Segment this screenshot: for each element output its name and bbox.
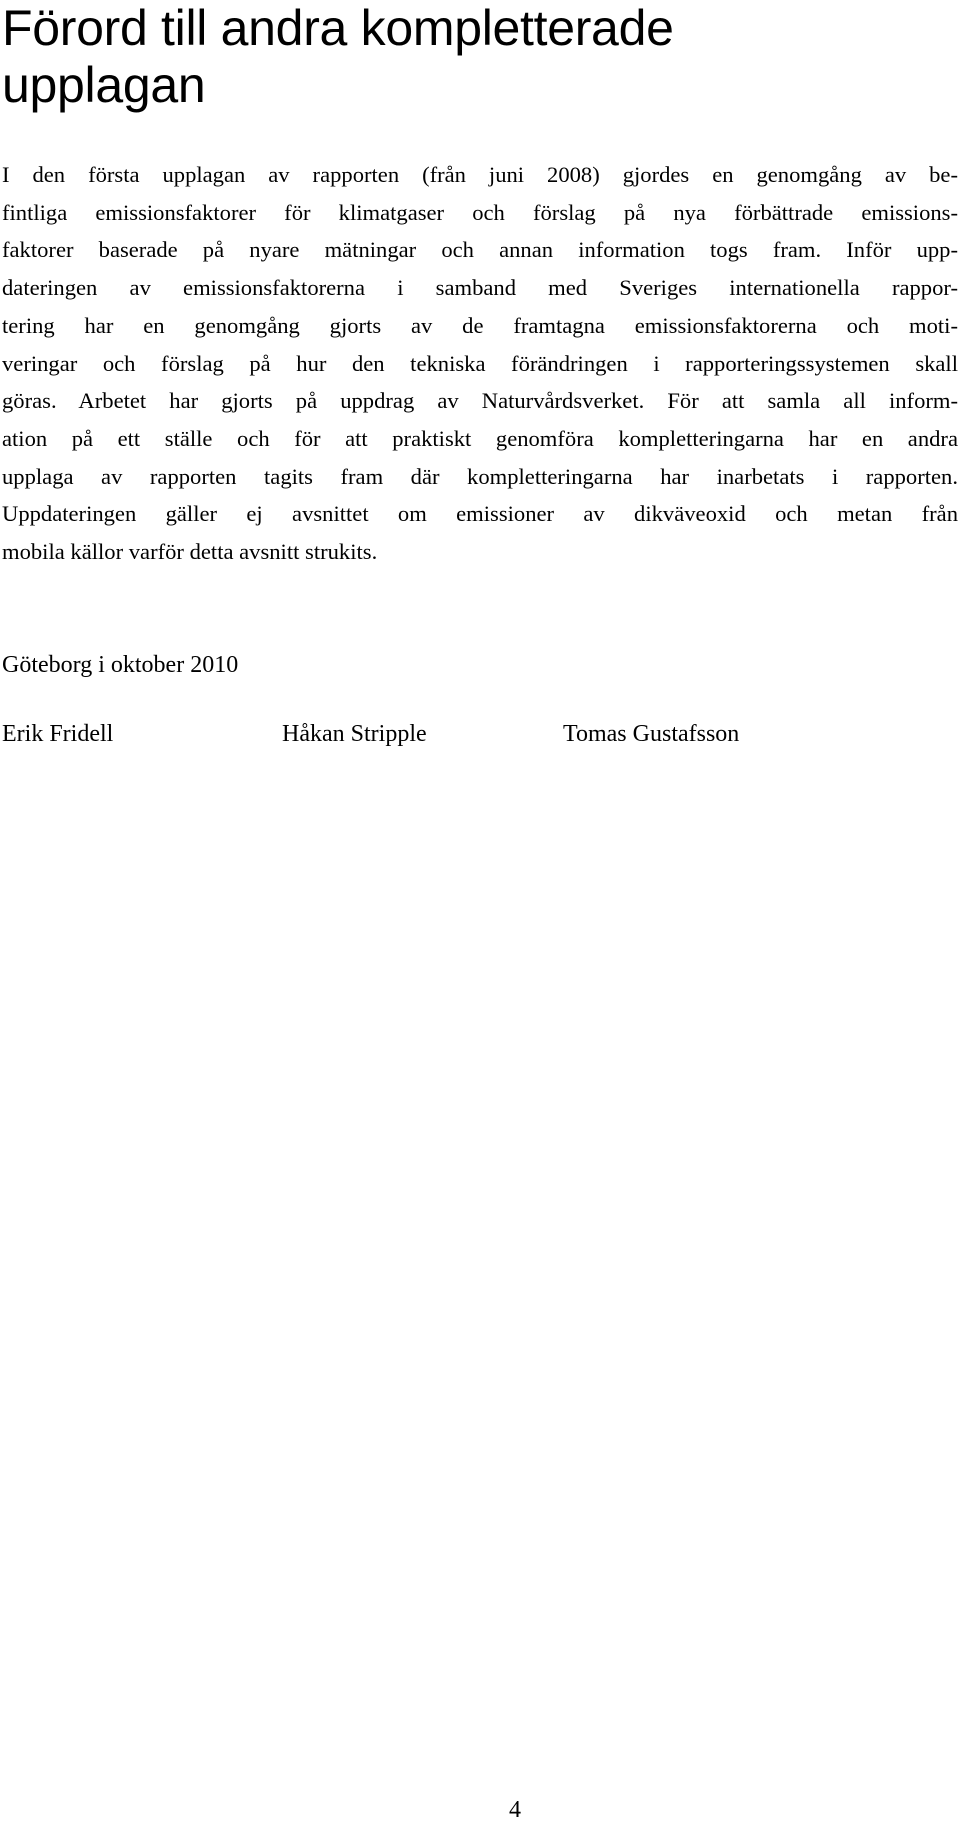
paragraph-line: I den första upplagan av rapporten (från juni 2008) gjordes en genomgång av be- <box>2 162 958 187</box>
author-name: Tomas Gustafsson <box>563 721 740 747</box>
author-name: Erik Fridell <box>2 721 114 747</box>
page-number: 4 <box>509 1797 521 1823</box>
paragraph-line: göras. Arbetet har gjorts på uppdrag av Naturvårdsverket. För att samla all inform- <box>2 388 958 414</box>
paragraph-line: Uppdateringen gäller ej avsnittet om emissioner av dikväveoxid och metan från <box>2 501 958 527</box>
author-name: Håkan Stripple <box>282 721 427 747</box>
paragraph-line: tering har en genomgång gjorts av de framtagna emissionsfaktorerna och moti- <box>2 312 958 338</box>
place-and-date: Göteborg i oktober 2010 <box>2 652 239 678</box>
paragraph-line: dateringen av emissionsfaktorerna i samband med Sveriges internationella rappor- <box>2 275 958 301</box>
paragraph-line: fintliga emissionsfaktorer för klimatgaser och förslag på nya förbättrade emissions- <box>2 199 958 225</box>
foreword-paragraph <box>2 156 958 571</box>
paragraph-line: upplaga av rapporten tagits fram där kompletteringarna har inarbetats i rapporten. <box>2 463 958 489</box>
paragraph-line: mobila källor varför detta avsnitt strukits. <box>2 539 378 565</box>
title-line: Förord till andra kompletterade <box>2 0 674 56</box>
paragraph-line: ation på ett ställe och för att praktiskt genomföra kompletteringarna har en andra <box>2 425 958 451</box>
title-line: upplagan <box>2 57 206 113</box>
paragraph-line: faktorer baserade på nyare mätningar och annan information togs fram. Inför upp- <box>2 237 958 263</box>
page-title <box>2 0 942 114</box>
paragraph-line: veringar och förslag på hur den tekniska förändringen i rapporteringssystemen skall <box>2 350 958 376</box>
